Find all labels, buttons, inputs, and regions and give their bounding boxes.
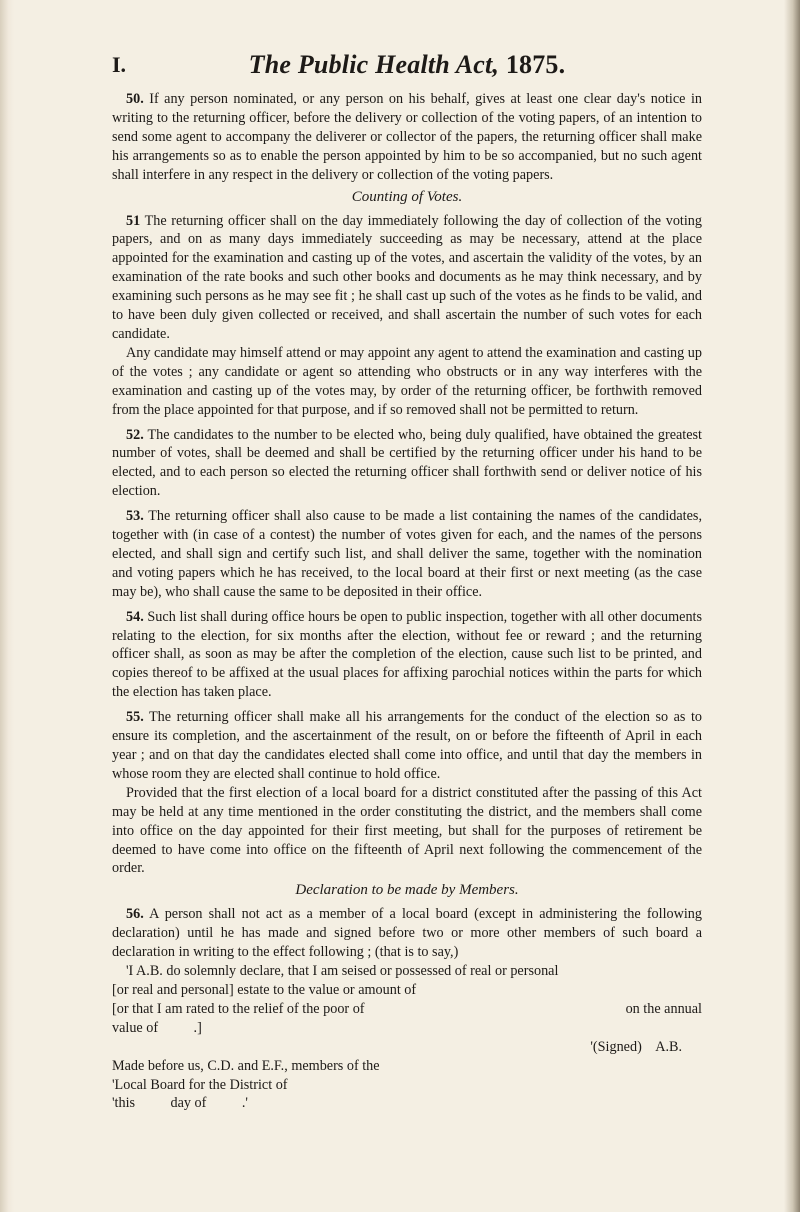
form-made-before: Made before us, C.D. and E.F., members of the	[112, 1057, 380, 1074]
form-line-3-right: on the annual	[625, 1000, 702, 1017]
section-number: 52.	[126, 426, 144, 443]
section-text: Such list shall during office hours be open to public inspection, together with all other documents relating to the election, for six months after the election, without fee or reward ; and the returning officer shall, as soon as may be after the completion of the election, cause such list to be printed, and copies thereof to be affixed at the usual places for affixing parochial notices within the parts for which the election has taken place.	[112, 608, 703, 701]
form-line-4: value of .]	[112, 1019, 202, 1036]
section-number: 53.	[126, 508, 144, 525]
section-text: A person shall not act as a member of a local board (except in administering the following declaration) until he has made and signed before two or more other members of such board a declaration in writing to the effect following ; (that is to say,)	[112, 906, 702, 961]
section-number: 56.	[126, 906, 144, 923]
section-55-proviso: Provided that the first election of a local board for a district constituted after the passing of this Act may be held at any time mentioned in the order constituting the district, and the members shall come into office on the day appointed for their first meeting, but shall for the purposes of retirement be deemed to have come into office on the fifteenth of April next following the commencement of the order.	[112, 784, 702, 877]
form-line-3	[112, 1000, 702, 1019]
section-text: The returning officer shall also cause to be made a list containing the names of the candidates, together with (in case of a contest) the number of votes given for each, and the names of the persons elected, and shall sign and certify such list, and shall deliver the same, together with the nomination and voting papers which he has received, to the local board at their first or next meeting (as the case may be), who shall cause the same to be deposited in their office.	[112, 508, 702, 600]
section-number: 51	[126, 212, 141, 229]
declaration-form	[112, 962, 702, 1113]
section-number: 55.	[126, 709, 144, 726]
form-line-1: 'I A.B. do solemnly declare, that I am seised or possessed of real or personal	[126, 963, 559, 980]
section-text: The returning officer shall on the day immediately following the day of collection of the voting papers, and on as many days immediately succeeding as may be necessary, attend at the place appointed for the examination and casting up of the votes, and ascertain the validity of the votes, by an examination of the rate books and such other books and documents as he may think necessary, and by examining such persons as he may see fit ; he shall cast up such of the votes as he finds to be valid, and to have been duly given collected or received, and shall ascertain the number of such votes for each candidate.	[112, 212, 702, 342]
section-54	[112, 608, 702, 703]
form-local-board: 'Local Board for the District of	[112, 1076, 288, 1093]
document-page	[112, 28, 702, 1113]
running-title	[112, 50, 702, 80]
section-56	[112, 905, 702, 962]
section-51	[112, 212, 702, 344]
section-text: The candidates to the number to be elected who, being duly qualified, have obtained the greatest number of votes, shall be deemed and shall be certified by the returning officer under his hand to be elected, and to each person so elected the returning officer shall forthwith send or deliver notice of his election.	[112, 426, 702, 500]
header-section-number: I.	[112, 52, 127, 77]
section-number: 50.	[126, 91, 144, 107]
section-52	[112, 426, 702, 502]
form-line-2: [or real and personal] estate to the value or amount of	[112, 981, 417, 998]
heading-counting-of-votes: Counting of Votes.	[351, 188, 463, 205]
form-signed: '(Signed) A.B.	[590, 1038, 682, 1055]
form-line-3-left: [or that I am rated to the relief of the poor of	[112, 1000, 365, 1017]
running-title-year: 1875.	[505, 50, 566, 79]
page-binding-edge	[0, 0, 14, 1212]
section-51-paragraph-2: Any candidate may himself attend or may appoint any agent to attend the examination and casting up of the votes ; any candidate or agent so attending who obstructs or in any way interferes with the examination and casting up of the votes may, by order of the returning officer, be forthwith removed from the place appointed for that purpose, and if so removed shall not be permitted to return.	[112, 344, 702, 418]
section-53	[112, 507, 702, 602]
section-text: If any person nominated, or any person on his behalf, gives at least one clear day's notice in writing to the returning officer, before the delivery or collection of the voting papers, of an intention to send some agent to accompany the deliverer or collector of the papers, the returning officer shall make his arrangements so as to enable the person appointed by him to be so accompanied, but no such agent shall interfere in any respect in the delivery or collection of the voting papers.	[112, 91, 702, 183]
section-number: 54.	[126, 608, 144, 625]
heading-declaration: Declaration to be made by Members.	[295, 882, 519, 899]
page-outer-edge	[784, 0, 800, 1212]
section-55	[112, 708, 702, 784]
section-text: The returning officer shall make all his arrangements for the conduct of the election so as to ensure its completion, and the ascertainment of the result, on or before the fifteenth of April in each year ; and on that day the candidates elected shall come into office, and until that day the members in whose room they are elected shall continue to hold office.	[112, 709, 703, 782]
form-this-day: 'this day of .'	[112, 1095, 248, 1112]
running-title-text: The Public Health Act,	[248, 50, 500, 79]
section-50	[112, 90, 702, 185]
running-header	[112, 28, 702, 78]
